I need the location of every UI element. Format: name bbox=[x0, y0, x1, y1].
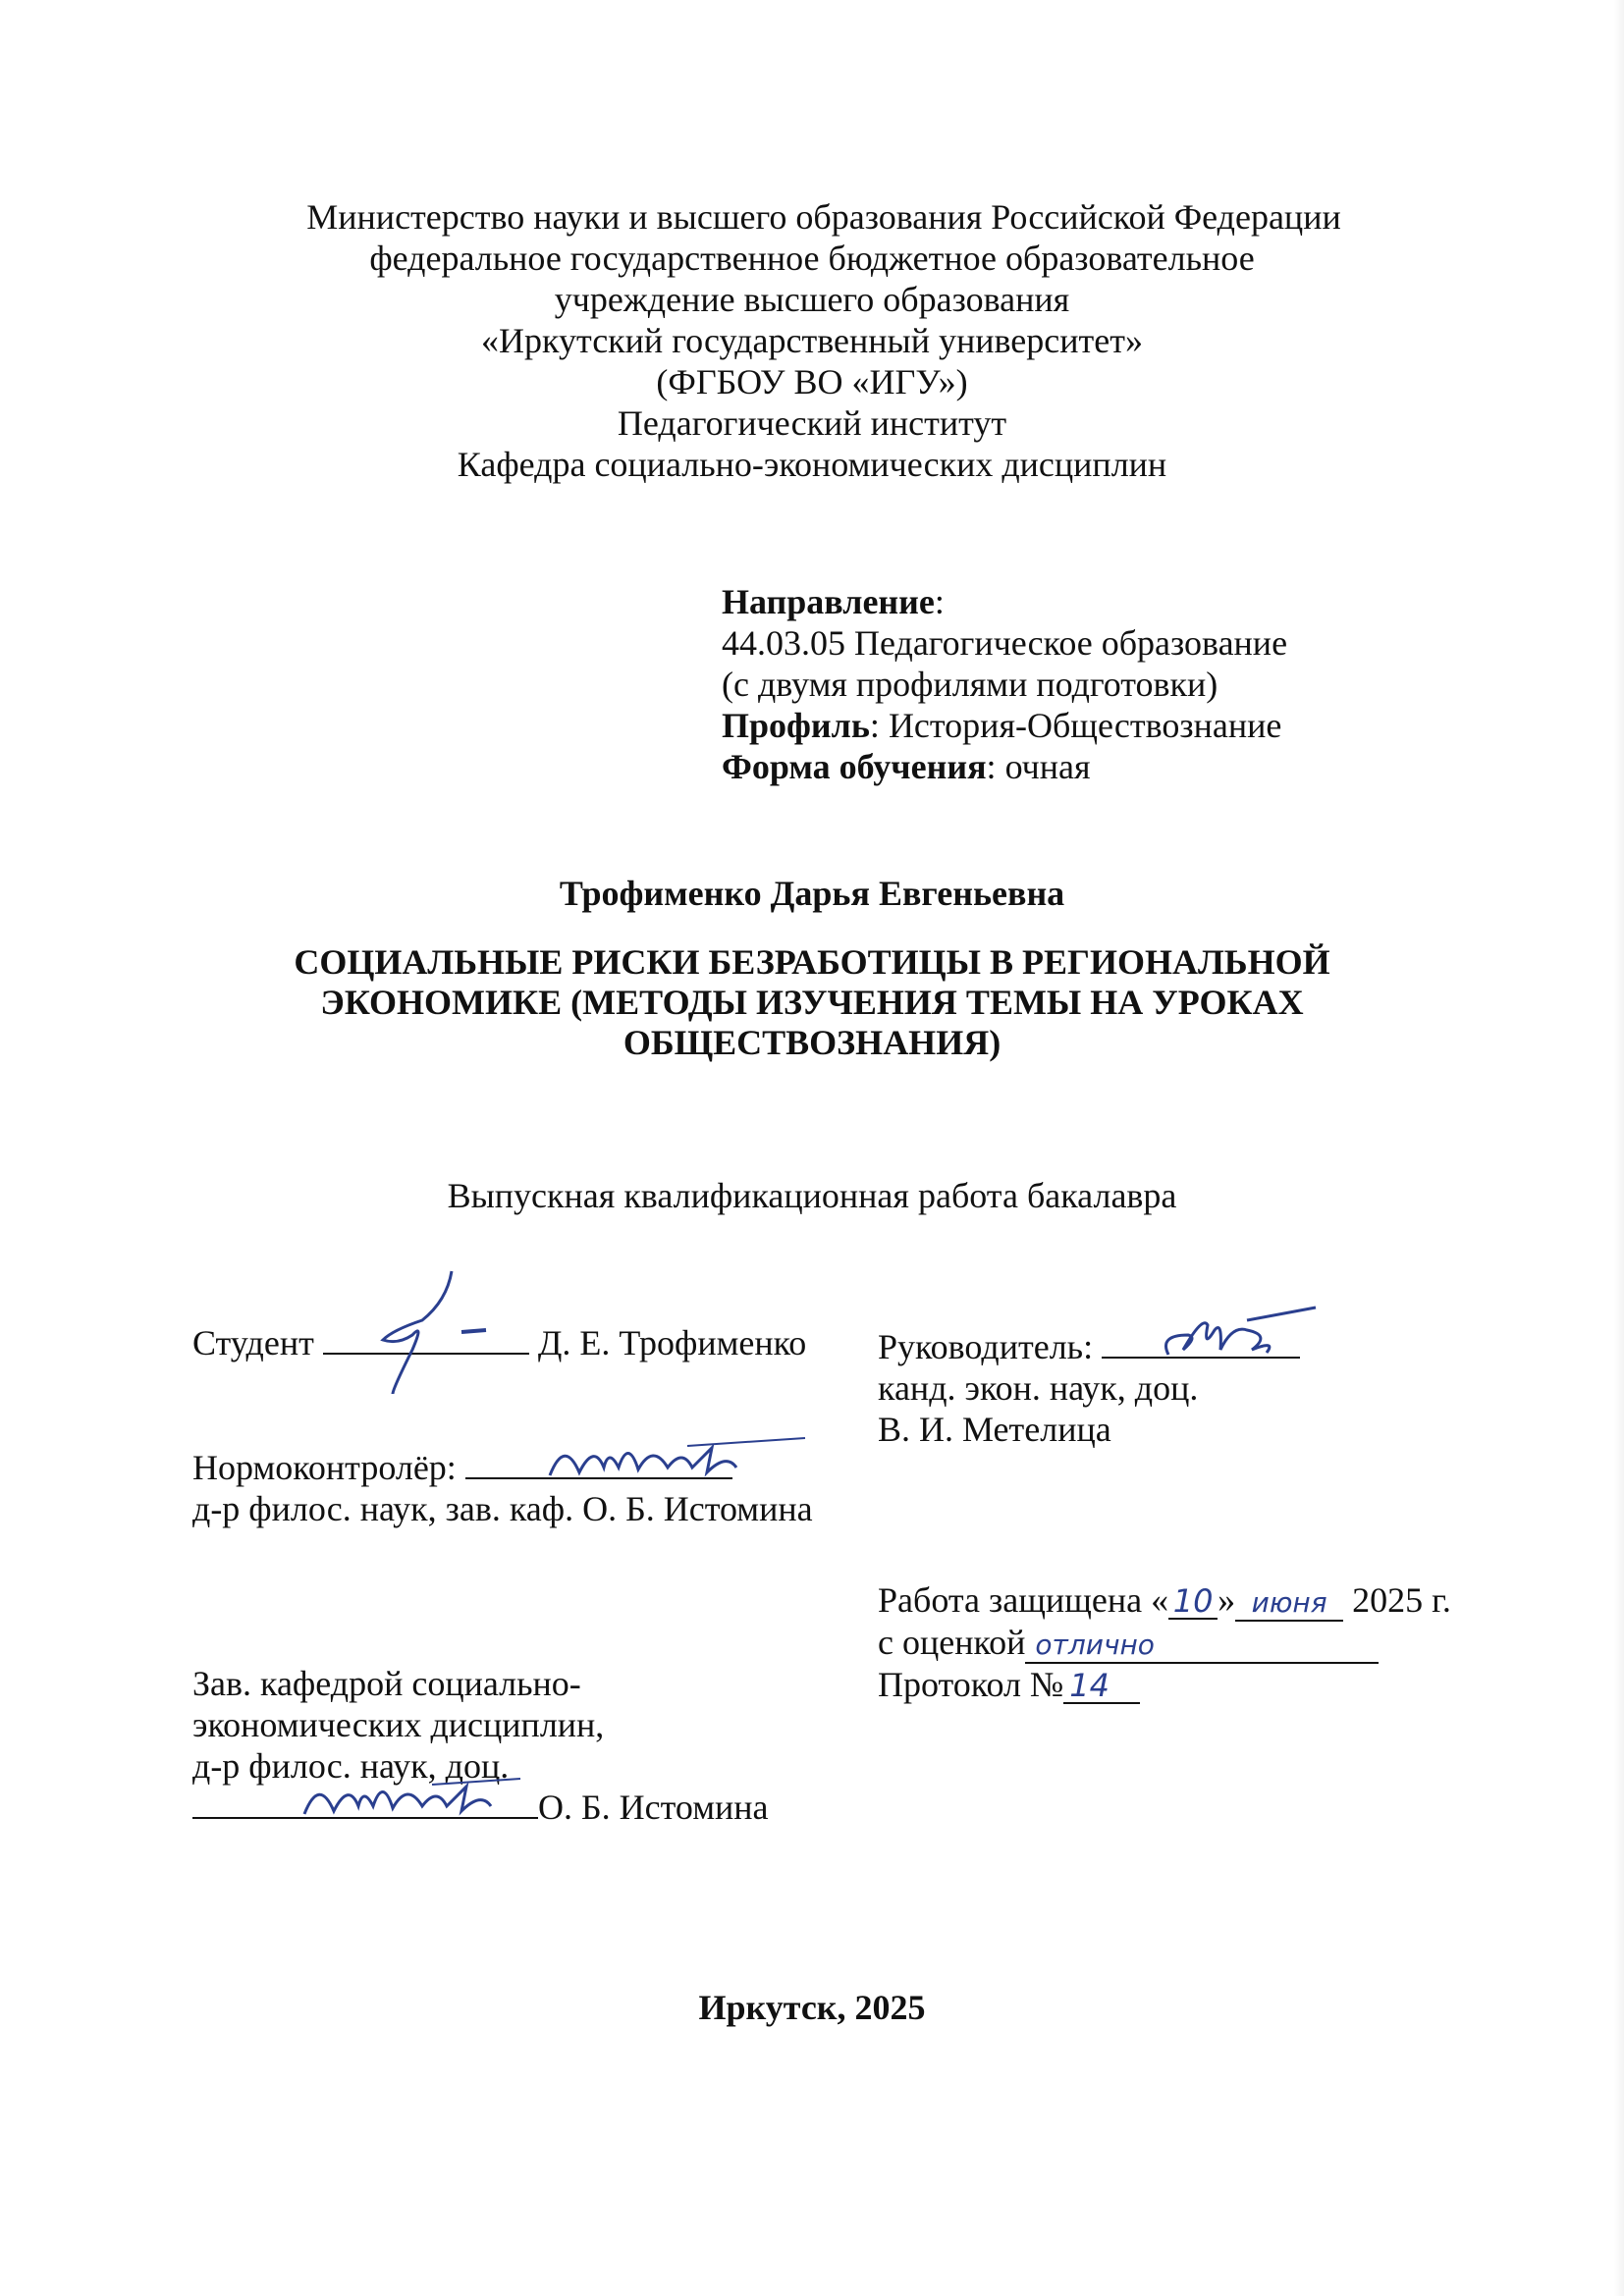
profile-label: Профиль bbox=[722, 706, 870, 745]
defense-day: 10 bbox=[1168, 1580, 1218, 1620]
normcontrol-label: Нормоконтролёр: bbox=[192, 1448, 457, 1487]
head-line-2: экономических дисциплин, bbox=[192, 1705, 605, 1744]
title-line-2: ЭКОНОМИКЕ (МЕТОДЫ ИЗУЧЕНИЯ ТЕМЫ НА УРОКАХ bbox=[320, 983, 1304, 1022]
footer-city-year: Иркутск, 2025 bbox=[698, 1988, 926, 2027]
work-type-block bbox=[0, 1175, 1624, 1216]
supervisor-label: Руководитель: bbox=[878, 1327, 1094, 1366]
header-institution-type-2: учреждение высшего образования bbox=[554, 280, 1070, 319]
student-signature bbox=[353, 1261, 491, 1399]
header-block bbox=[0, 196, 1624, 485]
supervisor-degree: канд. экон. наук, доц. bbox=[878, 1368, 1199, 1408]
title-line-1: СОЦИАЛЬНЫЕ РИСКИ БЕЗРАБОТИЦЫ В РЕГИОНАЛЬНОЙ bbox=[294, 942, 1330, 982]
protocol-label: Протокол № bbox=[878, 1665, 1064, 1704]
header-university: «Иркутский государственный университет» bbox=[481, 321, 1143, 360]
defense-prefix: Работа защищена « bbox=[878, 1580, 1169, 1620]
grade-value: отлично bbox=[1025, 1625, 1379, 1664]
defense-block: Работа защищена « 10 » июня 2025 г. с оценкой отлично Протокол № 14 bbox=[878, 1580, 1451, 1704]
head-signature bbox=[295, 1767, 530, 1826]
supervisor-name: В. И. Метелица bbox=[878, 1410, 1111, 1449]
thesis-title bbox=[0, 942, 1624, 1063]
direction-note: (с двумя профилями подготовки) bbox=[722, 665, 1218, 704]
defense-month: июня bbox=[1235, 1582, 1343, 1622]
form-value: очная bbox=[1004, 747, 1091, 786]
supervisor-signature bbox=[1154, 1296, 1330, 1374]
head-line-1: Зав. кафедрой социально- bbox=[192, 1664, 581, 1703]
defense-year: 2025 г. bbox=[1352, 1580, 1451, 1620]
page-edge bbox=[1614, 0, 1624, 2296]
student-name: Д. Е. Трофименко bbox=[537, 1323, 807, 1362]
program-block: Направление: 44.03.05 Педагогическое образование (с двумя профилями подготовки) Профиль: История-Обществознание Форма обучения: очная bbox=[722, 582, 1288, 786]
student-signature-row bbox=[192, 1322, 806, 1363]
work-type: Выпускная квалификационная работа бакалавра bbox=[447, 1176, 1177, 1215]
normcontrol-info: д-р филос. наук, зав. каф. О. Б. Истомина bbox=[192, 1489, 813, 1528]
header-university-abbr: (ФГБОУ ВО «ИГУ») bbox=[656, 362, 968, 401]
profile-value: История-Обществознание bbox=[888, 706, 1282, 745]
direction-code: 44.03.05 Педагогическое образование bbox=[722, 623, 1288, 663]
direction-label: Направление bbox=[722, 582, 935, 621]
head-line-3: д-р филос. наук, доц. bbox=[192, 1746, 510, 1786]
normcontrol-signature bbox=[540, 1428, 815, 1487]
title-line-3: ОБЩЕСТВОЗНАНИЯ) bbox=[623, 1023, 1001, 1062]
student-label: Студент bbox=[192, 1323, 314, 1362]
form-label: Форма обучения bbox=[722, 747, 987, 786]
protocol-number: 14 bbox=[1063, 1665, 1140, 1704]
header-institute: Педагогический институт bbox=[617, 403, 1007, 443]
header-institution-type: федеральное государственное бюджетное образовательное bbox=[369, 239, 1255, 278]
header-ministry: Министерство науки и высшего образования Российской Федерации bbox=[306, 197, 1341, 237]
header-department: Кафедра социально-экономических дисциплин bbox=[457, 445, 1167, 484]
author-name: Трофименко Дарья Евгеньевна bbox=[559, 874, 1065, 913]
author-block bbox=[0, 874, 1624, 914]
grade-label: с оценкой bbox=[878, 1623, 1026, 1662]
footer-block bbox=[0, 1988, 1624, 2028]
head-name: О. Б. Истомина bbox=[538, 1788, 769, 1827]
